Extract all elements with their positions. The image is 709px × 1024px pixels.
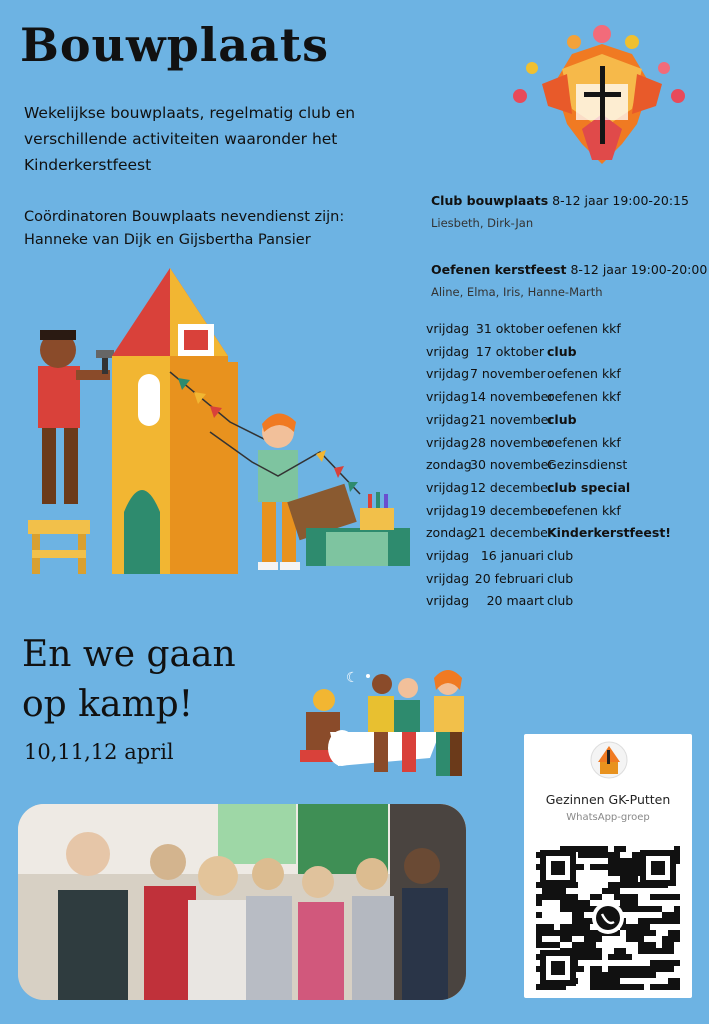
schedule-date: 19 december [470, 502, 554, 518]
schedule-date: 17 oktober [475, 343, 544, 359]
schedule-day: vrijdag [426, 366, 470, 382]
schedule-event: club [547, 548, 574, 563]
schedule-row [426, 321, 706, 343]
group-avatar [590, 740, 628, 780]
schedule-row [426, 525, 706, 547]
schedule-date: 21 december [470, 525, 554, 541]
practice-time: 8-12 jaar 19:00-20:00 [570, 262, 708, 277]
camp-dates: 10,11,12 april [24, 740, 174, 764]
schedule-date: 14 november [470, 389, 554, 405]
children-photo-illustration [18, 804, 466, 1000]
schedule-row [426, 435, 706, 457]
schedule-date: 21 november [470, 411, 554, 427]
schedule-row [426, 503, 706, 525]
schedule-date: 7 november [470, 366, 546, 382]
camp-line-1: En we gaan [22, 634, 236, 675]
schedule-row [426, 593, 706, 615]
schedule-event: club [547, 411, 577, 427]
schedule-day: vrijdag [426, 434, 470, 450]
schedule-event: oefenen kkf [547, 434, 621, 450]
practice-heading [431, 262, 707, 277]
whatsapp-qr-card[interactable] [524, 734, 692, 998]
club-time: 8-12 jaar 19:00-20:15 [552, 193, 689, 208]
schedule-date: 20 maart [486, 593, 544, 609]
schedule-event: club [547, 343, 577, 359]
schedule-event: club special [547, 479, 631, 495]
schedule-row [426, 389, 706, 411]
practice-leaders: Aline, Elma, Iris, Hanne-Marth [431, 285, 603, 299]
schedule-day: vrijdag [426, 343, 470, 359]
practice-label: Oefenen kerstfeest [431, 262, 567, 277]
schedule-row [426, 571, 706, 593]
schedule-date: 31 oktober [475, 321, 544, 336]
coordinators-line-1: Coördinatoren Bouwplaats nevendienst zijn: [24, 209, 345, 225]
schedule-event: oefenen kkf [547, 321, 621, 336]
schedule-event: Gezinsdienst [547, 457, 628, 473]
church-logo [512, 14, 692, 166]
schedule-row [426, 480, 706, 502]
schedule-day: vrijdag [426, 593, 470, 609]
coordinators-line-2: Hanneke van Dijk en Gijsbertha Pansier [24, 232, 311, 248]
group-type: WhatsApp-groep [566, 812, 650, 823]
schedule-date: 28 november [470, 434, 554, 450]
club-heading [431, 193, 689, 208]
svg-text:☾: ☾ [346, 670, 359, 686]
schedule-date: 20 februari [474, 570, 544, 586]
schedule-date: 12 december [470, 479, 554, 495]
group-name: Gezinnen GK-Putten [545, 792, 671, 807]
schedule-row [426, 412, 706, 434]
schedule-day: vrijdag [426, 321, 470, 336]
whatsapp-qr-code[interactable] [536, 846, 680, 990]
schedule-day: zondag [426, 457, 472, 473]
schedule-day: vrijdag [426, 411, 470, 427]
camp-heading [22, 630, 236, 730]
schedule-day: vrijdag [426, 502, 470, 518]
schedule-day: vrijdag [426, 548, 470, 563]
schedule-event: oefenen kkf [547, 389, 621, 405]
schedule-event: oefenen kkf [547, 502, 621, 518]
schedule-row [426, 457, 706, 479]
intro-text: Wekelijkse bouwplaats, regelmatig club en verschillende activiteiten waaronder het Kinderkerstfeest [24, 104, 356, 174]
children-photo [18, 804, 466, 1000]
schedule-event: club [547, 593, 574, 609]
church-building-illustration [20, 262, 415, 582]
schedule-row [426, 344, 706, 366]
schedule-event: oefenen kkf [547, 366, 621, 382]
schedule-event: Kinderkerstfeest! [547, 525, 672, 541]
schedule-row [426, 548, 706, 570]
coordinators-text [24, 206, 424, 252]
schedule-day: vrijdag [426, 479, 470, 495]
camp-line-2: op kamp! [22, 684, 194, 725]
schedule-day: zondag [426, 525, 472, 541]
schedule-date: 16 januari [480, 548, 544, 563]
schedule-day: vrijdag [426, 570, 470, 586]
page-title: Bouwplaats [20, 18, 329, 72]
club-label: Club bouwplaats [431, 193, 549, 208]
whatsapp-icon [596, 906, 620, 930]
schedule-row [426, 366, 706, 388]
schedule-date: 30 november [470, 457, 554, 473]
club-leaders: Liesbeth, Dirk-Jan [431, 216, 534, 230]
camp-illustration [290, 662, 480, 784]
schedule-event: club [547, 570, 574, 586]
schedule-day: vrijdag [426, 389, 470, 405]
